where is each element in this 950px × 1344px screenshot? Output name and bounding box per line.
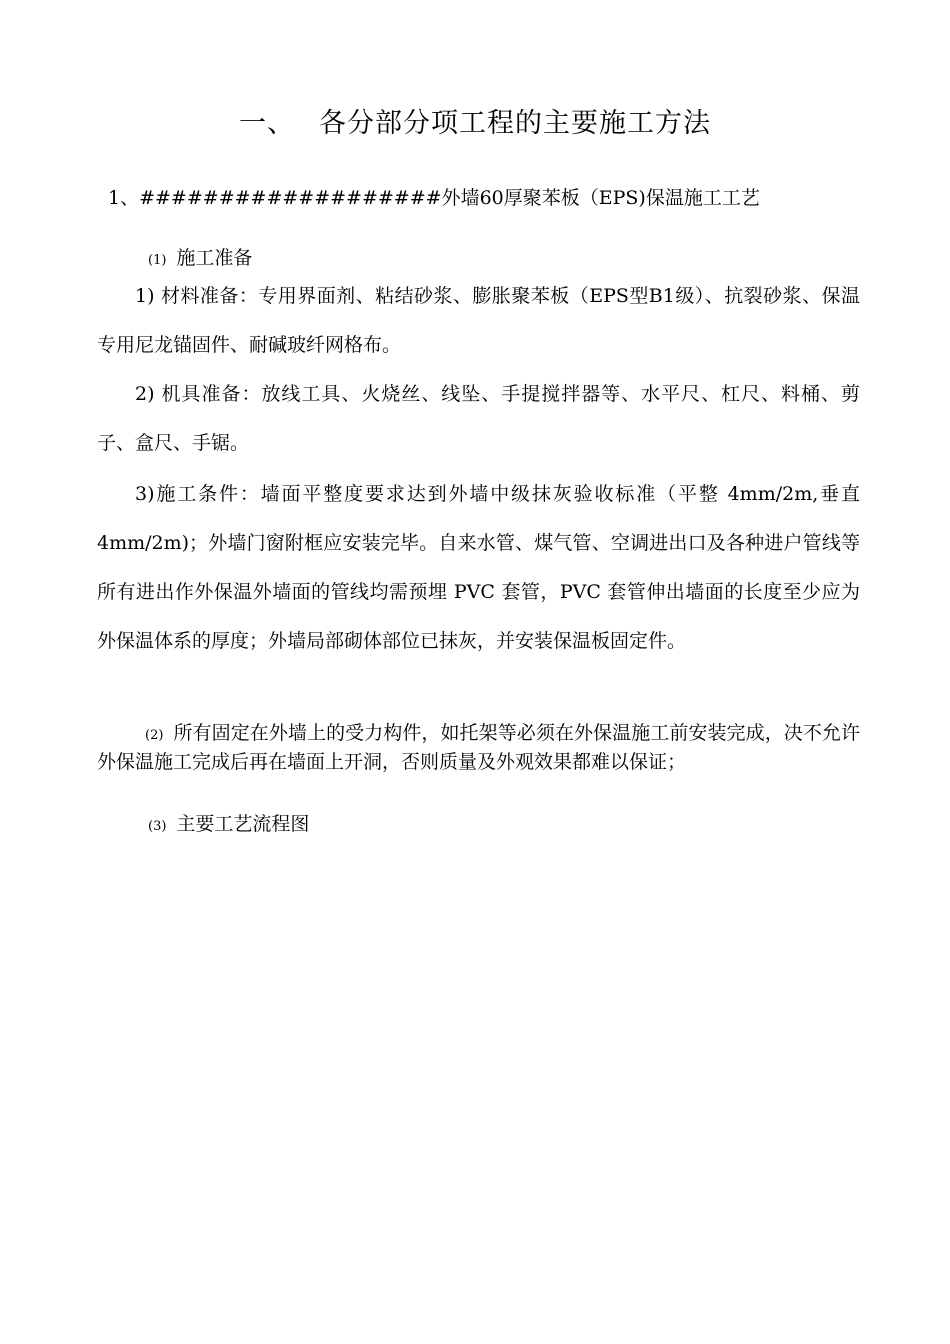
- section-heading: 1、###################外墙60厚聚苯板（EPS)保温施工工艺: [108, 187, 760, 209]
- prep-item-conditions: 3)施工条件：墙面平整度要求达到外墙中级抹灰验收标准（平整 4mm/2m,垂直 4mm/2m)；外墙门窗附框应安装完毕。自来水管、煤气管、空调进出口及各种进户管线等所有进出作外保温外墙面的管线均需预埋 PVC 套管，PVC 套管伸出墙面的长度至少应为外保温体系的厚度；外墙局部砌体部位已抹灰，并安装保温板固定件。: [97, 483, 860, 652]
- title-text: 各分部分项工程的主要施工方法: [319, 108, 711, 139]
- title-number: 一、: [239, 108, 295, 139]
- prep-item-materials: 1) 材料准备：专用界面剂、粘结砂浆、膨胀聚苯板（EPS型B1级）、抗裂砂浆、保温专用尼龙锚固件、耐碱玻纤网格布。: [97, 285, 860, 356]
- prep-marker: (1): [148, 253, 167, 268]
- item3-line: [148, 809, 309, 836]
- item2-text: 所有固定在外墙上的受力构件，如托架等必须在外保温施工前安装完成，决不允许外保温施工完成后再在墙面上开洞，否则质量及外观效果都难以保证；: [97, 722, 860, 773]
- prep-item-tools: 2) 机具准备：放线工具、火烧丝、线坠、手提搅拌器等、水平尺、杠尺、料桶、剪子、盒尺、手锯。: [97, 383, 860, 454]
- item2-marker: (2): [145, 728, 164, 743]
- item3-marker: (3): [148, 819, 167, 834]
- item2-paragraph: [97, 720, 860, 776]
- prep-heading-line: [148, 243, 252, 270]
- page-title: [0, 104, 950, 144]
- item3-text: 主要工艺流程图: [176, 813, 310, 835]
- prep-heading: 施工准备: [176, 247, 253, 269]
